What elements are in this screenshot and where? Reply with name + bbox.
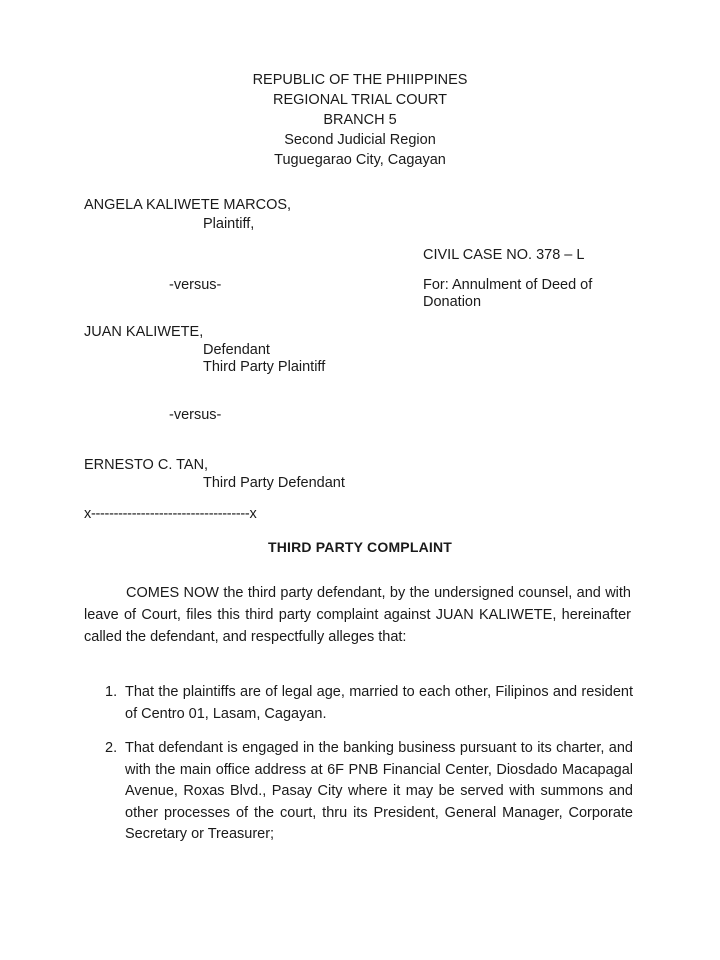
third-party-plaintiff-role: Third Party Plaintiff [203,359,326,375]
intro-text: COMES NOW the third party defendant, by the undersigned counsel, and with leave of Court, files this third party complaint against JUAN KALIWETE, hereinafter called the defendant, and respectfully alleges that: [84,585,631,645]
allegation-text: That defendant is engaged in the banking business pursuant to its charter, and with the main office address at 6F PNB Financial Center, Diosdado Macapagal Avenue, Roxas Blvd., Pasay City where it may be served with summons and other processes of the court, thru its President, General Manager, Corporate Secretary or Treasurer; [125,740,633,842]
third-party-defendant-role: Third Party Defendant [203,475,345,491]
versus-first: -versus- [169,277,222,293]
court-header [0,70,720,170]
list-item [105,738,633,846]
list-item [105,682,633,725]
allegation-number: 1. [105,684,118,700]
third-party-defendant-name: ERNESTO C. TAN, [84,457,209,473]
intro-paragraph [84,582,631,648]
case-number: CIVIL CASE NO. 378 – L [423,247,585,263]
allegation-text: That the plaintiffs are of legal age, married to each other, Filipinos and resident of Centro 01, Lasam, Cagayan. [125,684,633,722]
defendant-role: Defendant [203,342,270,358]
header-region: Second Judicial Region [284,132,436,148]
caption-separator: x-----------------------------------x [84,506,257,522]
allegation-number: 2. [105,740,118,756]
document-title: THIRD PARTY COMPLAINT [267,539,453,555]
header-city: Tuguegarao City, Cagayan [274,152,446,168]
header-republic: REPUBLIC OF THE PHIIPPINES [252,72,468,88]
case-nature-line2: Donation [423,294,482,310]
case-nature-line1: For: Annulment of Deed of [423,277,593,293]
plaintiff-name: ANGELA KALIWETE MARCOS, [84,197,292,213]
defendant-name: JUAN KALIWETE, [84,324,204,340]
versus-second: -versus- [169,407,222,423]
header-court: REGIONAL TRIAL COURT [272,92,448,108]
header-branch: BRANCH 5 [323,112,397,128]
plaintiff-role: Plaintiff, [203,216,255,232]
